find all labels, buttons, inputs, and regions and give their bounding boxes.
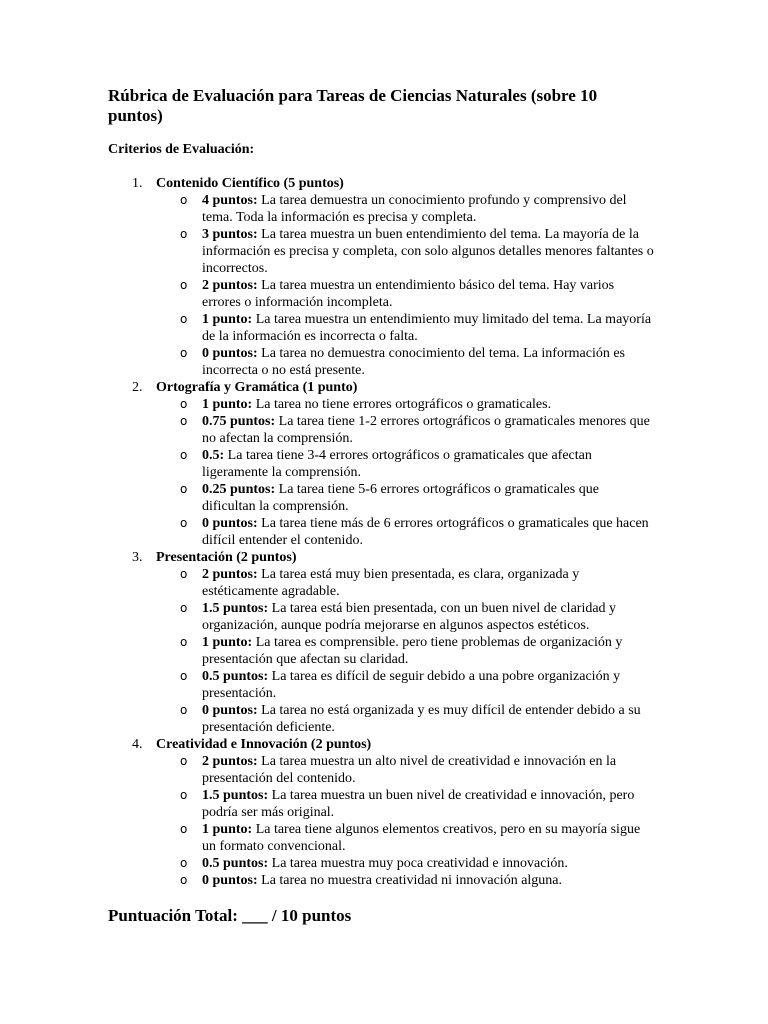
bullet-icon: o bbox=[180, 601, 188, 615]
level-text: La tarea muestra un buen nivel de creatividad e innovación, pero podría ser más original. bbox=[202, 788, 635, 820]
level-label: 1 punto: bbox=[202, 312, 253, 327]
bullet-icon: o bbox=[180, 822, 188, 836]
bullet-icon: o bbox=[180, 754, 188, 768]
level-text: La tarea tiene 5-6 errores ortográficos o gramaticales que dificultan la comprensión. bbox=[202, 482, 599, 514]
criterion-number: 3. bbox=[132, 550, 143, 565]
level-text: La tarea no tiene errores ortográficos o gramaticales. bbox=[255, 397, 552, 412]
bullet-icon: o bbox=[180, 567, 188, 581]
bullet-icon: o bbox=[180, 227, 188, 241]
level-label: 2 puntos: bbox=[202, 278, 258, 293]
level-label: 4 puntos: bbox=[202, 193, 258, 208]
criterion-title: Creatividad e Innovación (2 puntos) bbox=[156, 737, 372, 752]
criterion-item bbox=[108, 549, 668, 736]
level-text: La tarea muestra un entendimiento muy limitado del tema. La mayoría de la información es incorrecta o falta. bbox=[202, 312, 652, 344]
level-item bbox=[156, 668, 656, 702]
level-item bbox=[156, 821, 656, 855]
bullet-icon: o bbox=[180, 448, 188, 462]
criterion-title: Contenido Científico (5 puntos) bbox=[156, 176, 344, 191]
level-item bbox=[156, 226, 656, 277]
level-label: 3 puntos: bbox=[202, 227, 258, 242]
bullet-icon: o bbox=[180, 312, 188, 326]
criterion-item bbox=[108, 379, 668, 549]
level-item bbox=[156, 345, 656, 379]
level-list bbox=[156, 753, 668, 889]
criterion-item bbox=[108, 736, 668, 889]
level-item bbox=[156, 515, 656, 549]
level-text: La tarea muestra un buen entendimiento del tema. La mayoría de la información es precisa y completa, con solo algunos detalles menores faltantes o incorrectos. bbox=[202, 227, 654, 276]
level-item bbox=[156, 566, 656, 600]
level-item bbox=[156, 192, 656, 226]
level-text: La tarea es comprensible. pero tiene problemas de organización y presentación que afectan su claridad. bbox=[202, 635, 623, 667]
level-label: 0 puntos: bbox=[202, 346, 258, 361]
criterion-item bbox=[108, 175, 668, 379]
level-text: La tarea demuestra un conocimiento profundo y comprensivo del tema. Toda la información es precisa y completa. bbox=[202, 193, 627, 225]
level-text: La tarea muestra un alto nivel de creatividad e innovación en la presentación del contenido. bbox=[202, 754, 617, 786]
criterion-number: 1. bbox=[132, 176, 143, 191]
level-item bbox=[156, 787, 656, 821]
level-label: 2 puntos: bbox=[202, 567, 258, 582]
bullet-icon: o bbox=[180, 703, 188, 717]
level-text: La tarea no está organizada y es muy difícil de entender debido a su presentación deficiente. bbox=[202, 703, 641, 735]
level-item bbox=[156, 702, 656, 736]
level-item bbox=[156, 311, 656, 345]
level-text: La tarea tiene 1-2 errores ortográficos o gramaticales menores que no afectan la comprensión. bbox=[202, 414, 650, 446]
level-text: La tarea no muestra creatividad ni innovación alguna. bbox=[261, 873, 563, 888]
level-list bbox=[156, 192, 668, 379]
criteria-heading: Criterios de Evaluación: bbox=[108, 142, 255, 157]
level-label: 0.5: bbox=[202, 448, 225, 463]
bullet-icon: o bbox=[180, 397, 188, 411]
criteria-list bbox=[108, 175, 668, 889]
level-item bbox=[156, 413, 656, 447]
bullet-icon: o bbox=[180, 788, 188, 802]
level-text: La tarea muestra muy poca creatividad e innovación. bbox=[271, 856, 568, 871]
level-label: 0 puntos: bbox=[202, 873, 258, 888]
level-text: La tarea no demuestra conocimiento del tema. La información es incorrecta o no está presente. bbox=[202, 346, 625, 378]
criterion-number: 2. bbox=[132, 380, 143, 395]
document-title: Rúbrica de Evaluación para Tareas de Ciencias Naturales (sobre 10 puntos) bbox=[108, 86, 598, 125]
bullet-icon: o bbox=[180, 346, 188, 360]
level-text: La tarea está bien presentada, con un buen nivel de claridad y organización, aunque podría mejorarse en algunos aspectos estéticos. bbox=[202, 601, 617, 633]
bullet-icon: o bbox=[180, 635, 188, 649]
bullet-icon: o bbox=[180, 414, 188, 428]
level-label: 2 puntos: bbox=[202, 754, 258, 769]
level-list bbox=[156, 396, 668, 549]
level-label: 1 punto: bbox=[202, 635, 253, 650]
level-label: 0.25 puntos: bbox=[202, 482, 276, 497]
level-item bbox=[156, 277, 656, 311]
level-label: 1 punto: bbox=[202, 822, 253, 837]
level-item bbox=[156, 855, 656, 872]
level-label: 0.5 puntos: bbox=[202, 669, 269, 684]
level-item bbox=[156, 753, 656, 787]
level-label: 1.5 puntos: bbox=[202, 788, 269, 803]
level-item bbox=[156, 872, 656, 889]
level-text: La tarea tiene algunos elementos creativos, pero en su mayoría sigue un formato convencional. bbox=[202, 822, 641, 854]
bullet-icon: o bbox=[180, 482, 188, 496]
level-label: 0 puntos: bbox=[202, 516, 258, 531]
level-text: La tarea está muy bien presentada, es clara, organizada y estéticamente agradable. bbox=[202, 567, 580, 599]
level-label: 0.5 puntos: bbox=[202, 856, 269, 871]
level-label: 0.75 puntos: bbox=[202, 414, 276, 429]
total-score: Puntuación Total: ___ / 10 puntos bbox=[108, 906, 352, 925]
bullet-icon: o bbox=[180, 873, 188, 887]
level-label: 1 punto: bbox=[202, 397, 253, 412]
level-text: La tarea tiene más de 6 errores ortográficos o gramaticales que hacen difícil entender el contenido. bbox=[202, 516, 649, 548]
level-text: La tarea es difícil de seguir debido a una pobre organización y presentación. bbox=[202, 669, 621, 701]
criterion-number: 4. bbox=[132, 737, 143, 752]
level-label: 1.5 puntos: bbox=[202, 601, 269, 616]
bullet-icon: o bbox=[180, 278, 188, 292]
level-item bbox=[156, 634, 656, 668]
level-text: La tarea muestra un entendimiento básico del tema. Hay varios errores o información incompleta. bbox=[202, 278, 615, 310]
criterion-title: Ortografía y Gramática (1 punto) bbox=[156, 380, 358, 395]
bullet-icon: o bbox=[180, 193, 188, 207]
level-item bbox=[156, 447, 656, 481]
bullet-icon: o bbox=[180, 516, 188, 530]
level-list bbox=[156, 566, 668, 736]
level-item bbox=[156, 600, 656, 634]
bullet-icon: o bbox=[180, 856, 188, 870]
level-label: 0 puntos: bbox=[202, 703, 258, 718]
criterion-title: Presentación (2 puntos) bbox=[156, 550, 297, 565]
level-item bbox=[156, 481, 656, 515]
level-text: La tarea tiene 3-4 errores ortográficos o gramaticales que afectan ligeramente la comprensión. bbox=[202, 448, 592, 480]
level-item bbox=[156, 396, 656, 413]
bullet-icon: o bbox=[180, 669, 188, 683]
